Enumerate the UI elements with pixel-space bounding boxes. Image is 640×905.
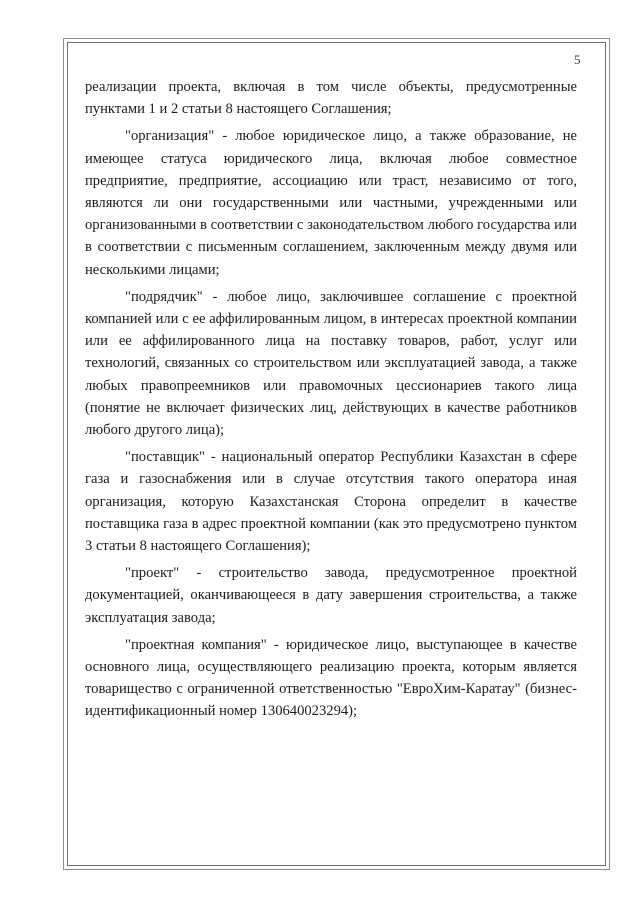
definition-organization: "организация" - любое юридическое лицо, а также образование, не имеющее статуса юридического лица, включая любое совместное предприятие, предприятие, ассоциацию или траст, независимо от того, являются ли они государственными или частными, учрежденными или организованными в соответствии с законодательством любого государства или в соответствии с письменным соглашением, заключенным между двумя или несколькими лицами; [85,128,577,278]
definition-project-company: "проектная компания" - юридическое лицо, выступающее в качестве основного лица, осуществляющего реализацию проекта, которым является товарищество с ограниченной ответственностью "ЕвроХим-Каратау" (бизнес-идентификационный номер 130640023294); [85,636,577,720]
paragraph-continuation: реализации проекта, включая в том числе объекты, предусмотренные пунктами 1 и 2 статьи 8 настоящего Соглашения; [85,79,577,118]
document-body [85,76,577,728]
page-number: 5 [574,52,581,67]
definition-contractor: "подрядчик" - любое лицо, заключившее соглашение с проектной компанией или с ее аффилированным лицом, в интересах проектной компании или ее аффилированного лица на поставку товаров, работ, услуг или технологий, связанных со строительством или эксплуатацией завода, а также любых правопреемников или правомочных цессионариев такого лица (понятие не включает физических лиц, действующих в качестве работников любого другого лица); [85,288,577,439]
definition-supplier: "поставщик" - национальный оператор Республики Казахстан в сфере газа и газоснабжения или в случае отсутствия такого оператора иная организация, которую Казахстанская Сторона определит в качестве поставщика газа в адрес проектной компании (как это предусмотрено пунктом 3 статьи 8 настоящего Соглашения); [85,449,577,555]
definition-project: "проект" - строительство завода, предусмотренное проектной документацией, оканчивающееся в дату завершения строительства, а также эксплуатация завода; [85,565,577,626]
